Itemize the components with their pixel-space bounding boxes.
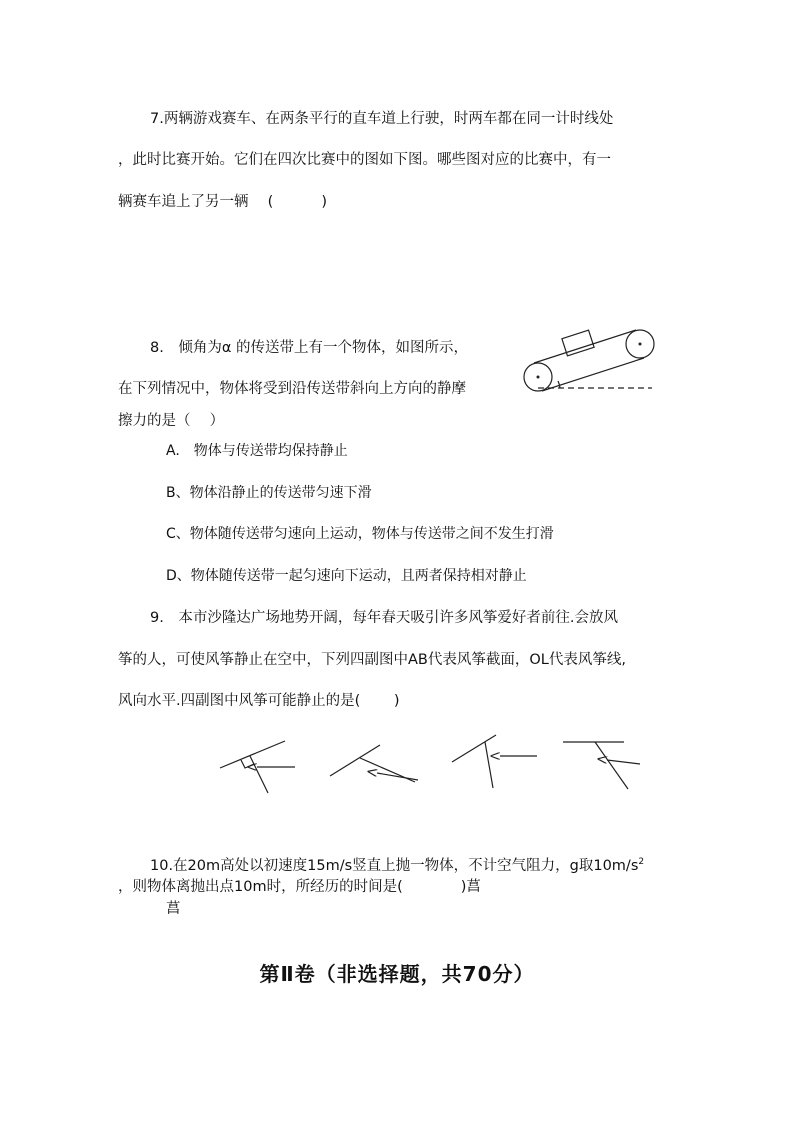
q9-line-1: 9. 本市沙隆达广场地势开阔，每年春天吸引许多风筝爱好者前往.会放风 — [150, 610, 618, 626]
kite-diagrams — [215, 735, 655, 805]
q8-option-a: A. 物体与传送带均保持静止 — [166, 443, 348, 459]
q10-superscript: 2 — [638, 857, 645, 867]
q10-line-3: 菖 — [166, 901, 181, 917]
q10-line-2: ，则物体离抛出点10m时，所经历的时间是( )菖 — [118, 879, 481, 895]
section-2-heading: 第Ⅱ卷（非选择题，共70分） — [259, 962, 535, 986]
kite-figure-1 — [220, 741, 295, 793]
q10-line-1-text: 10.在20m高处以初速度15m/s竖直上抛一物体，不计空气阻力，g取10m/s — [150, 858, 639, 874]
q9-line-3: 风向水平.四副图中风筝可能静止的是( ) — [118, 693, 400, 709]
q8-option-d: D、物体随传送带一起匀速向下运动，且两者保持相对静止 — [166, 568, 527, 584]
q8-line-3: 擦力的是（ ） — [118, 413, 225, 429]
kite-figure-3 — [452, 735, 537, 788]
q8-option-b: B、物体沿静止的传送带匀速下滑 — [166, 485, 372, 501]
kite-figure-4 — [563, 742, 640, 789]
q8-line-2: 在下列情况中，物体将受到沿传送带斜向上方向的静摩 — [118, 381, 466, 397]
q9-line-2: 筝的人，可使风筝静止在空中，下列四副图中AB代表风筝截面，OL代表风筝线, — [118, 652, 626, 668]
q10-line-1 — [150, 853, 644, 875]
q7-line-3: 辆赛车追上了另一辆 ( ) — [118, 194, 328, 210]
conveyor-belt-diagram — [520, 325, 660, 395]
kite-figure-2 — [330, 745, 418, 782]
q7-line-1: 7.两辆游戏赛车、在两条平行的直车道上行驶，时两车都在同一计时线处 — [150, 111, 614, 127]
q8-line-1: 8. 倾角为α 的传送带上有一个物体，如图所示， — [150, 340, 468, 356]
q8-option-c: C、物体随传送带匀速向上运动，物体与传送带之间不发生打滑 — [166, 526, 554, 542]
q7-line-2: ，此时比赛开始。它们在四次比赛中的图如下图。哪些图对应的比赛中，有一 — [118, 152, 611, 168]
